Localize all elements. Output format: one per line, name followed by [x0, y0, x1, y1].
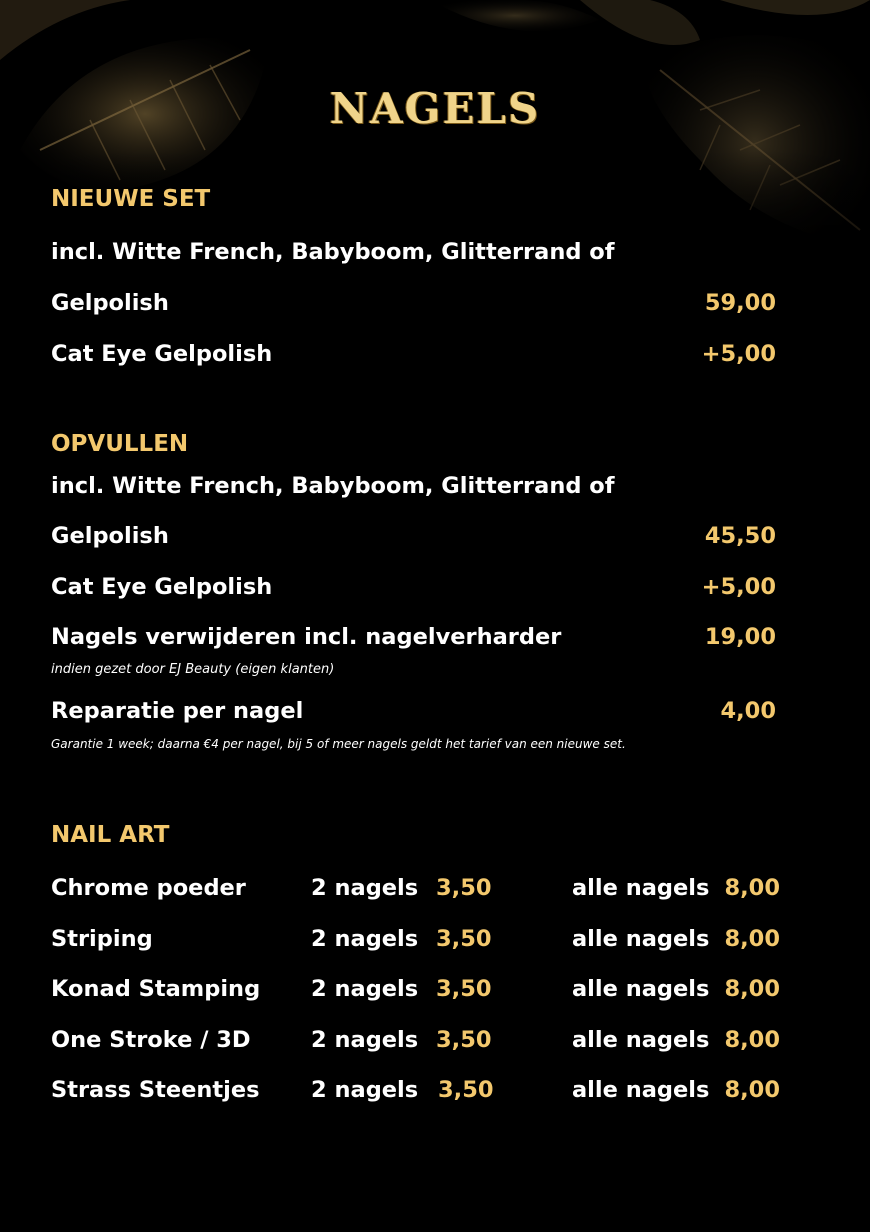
item-price: +5,00 — [701, 574, 776, 600]
section-heading-opvullen: OPVULLEN — [51, 431, 189, 457]
nail-art-label-two: 2 nagels — [311, 1077, 419, 1103]
item-name: Cat Eye Gelpolish — [51, 574, 273, 600]
item-price: +5,00 — [701, 341, 776, 367]
nail-art-label-two: 2 nagels — [311, 926, 419, 952]
item-note: indien gezet door EJ Beauty (eigen klanten) — [51, 662, 335, 677]
item-name: Gelpolish — [51, 523, 169, 549]
nail-art-label-two: 2 nagels — [311, 875, 419, 901]
nail-art-name: One Stroke / 3D — [51, 1027, 251, 1053]
nieuwe-set-intro: incl. Witte French, Babyboom, Glitterrand of — [51, 239, 615, 265]
nail-art-price-all: 8,00 — [724, 1027, 780, 1053]
nail-art-price-two: 3,50 — [436, 976, 492, 1002]
nail-art-label-all: alle nagels — [572, 875, 710, 901]
item-note: Garantie 1 week; daarna €4 per nagel, bij 5 of meer nagels geldt het tarief van een nieuwe set. — [51, 737, 626, 751]
item-price: 59,00 — [704, 290, 776, 316]
nail-art-label-all: alle nagels — [572, 1027, 710, 1053]
nail-art-price-all: 8,00 — [724, 926, 780, 952]
item-price: 19,00 — [704, 624, 776, 650]
nail-art-label-all: alle nagels — [572, 976, 710, 1002]
item-price: 4,00 — [720, 698, 776, 724]
nail-art-label-all: alle nagels — [572, 1077, 710, 1103]
nail-art-price-two: 3,50 — [438, 1077, 494, 1103]
item-name: Cat Eye Gelpolish — [51, 341, 273, 367]
nail-art-price-two: 3,50 — [436, 875, 492, 901]
nail-art-price-all: 8,00 — [724, 875, 780, 901]
nail-art-price-two: 3,50 — [436, 1027, 492, 1053]
nail-art-label-two: 2 nagels — [311, 1027, 419, 1053]
nail-art-price-all: 8,00 — [724, 976, 780, 1002]
page-title: NAGELS — [329, 84, 541, 133]
nail-art-price-two: 3,50 — [436, 926, 492, 952]
section-heading-nieuwe-set: NIEUWE SET — [51, 186, 211, 212]
nail-art-name: Strass Steentjes — [51, 1077, 260, 1103]
item-price: 45,50 — [704, 523, 776, 549]
item-name: Gelpolish — [51, 290, 169, 316]
nail-art-name: Konad Stamping — [51, 976, 261, 1002]
nail-art-name: Chrome poeder — [51, 875, 246, 901]
nail-art-price-all: 8,00 — [724, 1077, 780, 1103]
nail-art-name: Striping — [51, 926, 153, 952]
nail-art-label-all: alle nagels — [572, 926, 710, 952]
opvullen-intro: incl. Witte French, Babyboom, Glitterrand of — [51, 473, 615, 499]
item-name: Nagels verwijderen incl. nagelverharder — [51, 624, 562, 650]
item-name: Reparatie per nagel — [51, 698, 304, 724]
nail-art-label-two: 2 nagels — [311, 976, 419, 1002]
section-heading-nail-art: NAIL ART — [51, 822, 170, 848]
